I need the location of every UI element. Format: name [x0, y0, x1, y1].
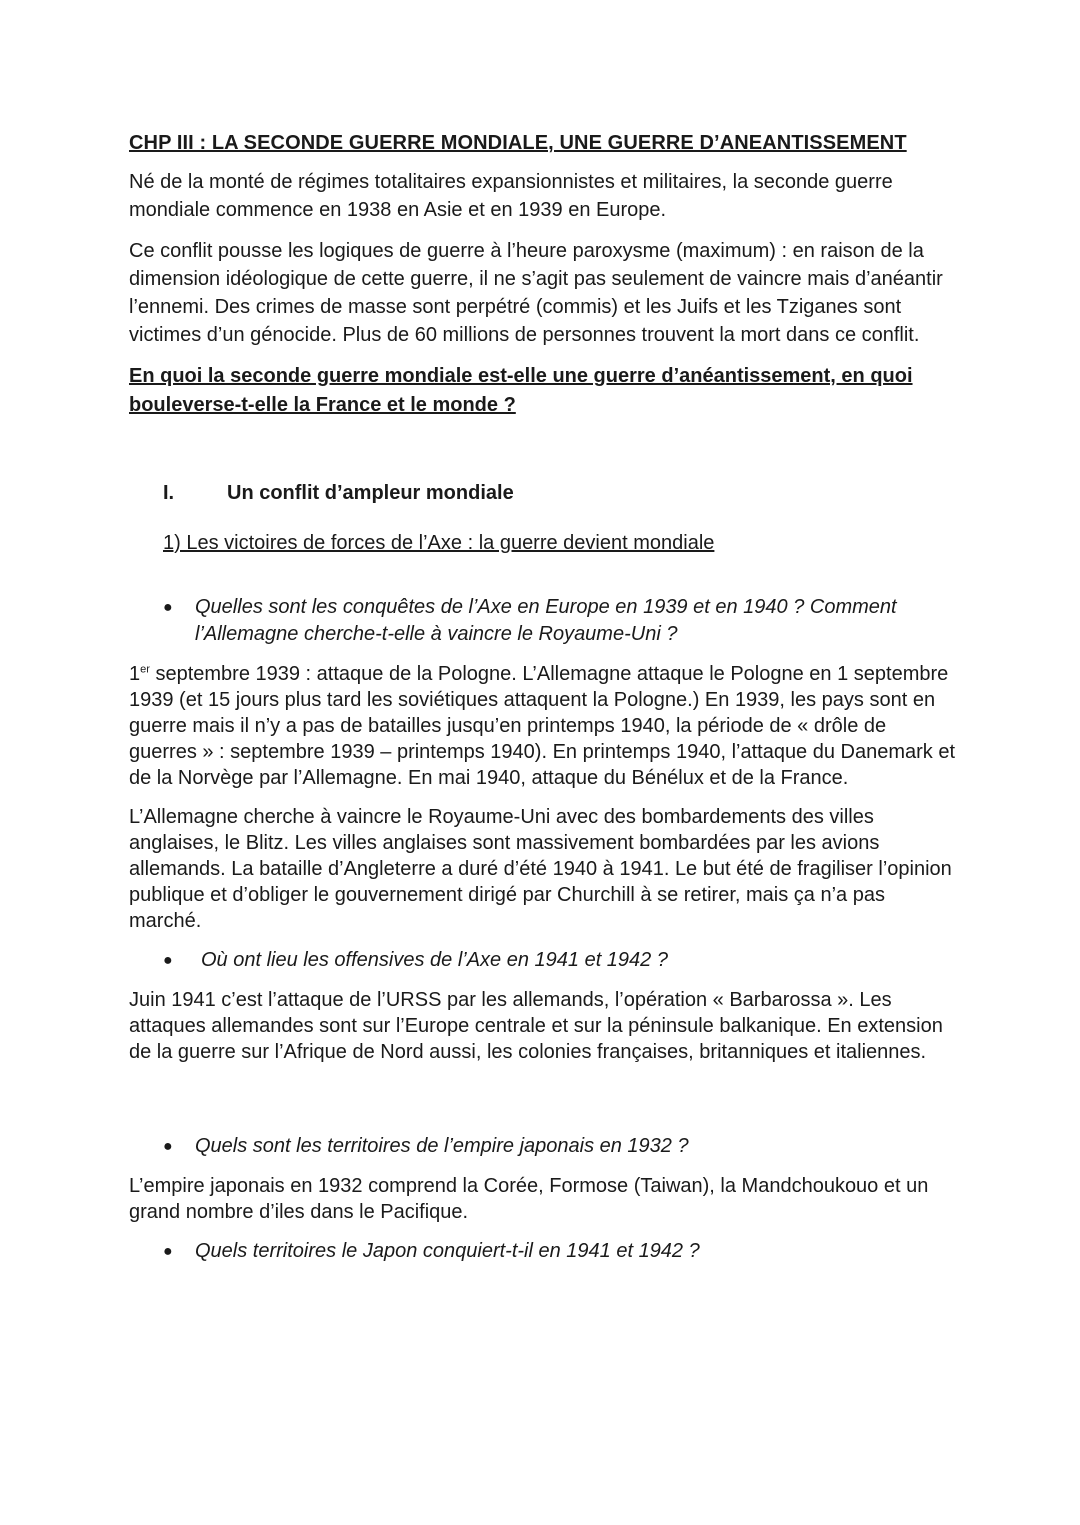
spacer: [129, 1078, 959, 1133]
chapter-title: CHP III : LA SECONDE GUERRE MONDIALE, UNE GUERRE D’ANEANTISSEMENT: [129, 132, 907, 154]
section-heading: [163, 479, 959, 507]
paragraph-barbarossa: Juin 1941 c’est l’attaque de l’URSS par les allemands, l’opération « Barbarossa ». Les attaques allemandes sont sur l’Europe centrale et sur la péninsule balkanique. En extension de la guerre sur l’Afrique de Nord aussi, les colonies françaises, britanniques et italiennes.: [129, 989, 943, 1063]
bullet-dot-icon: ●: [163, 1138, 173, 1155]
question-bullet: [163, 1133, 959, 1160]
section-title: Un conflit d’ampleur mondiale: [227, 482, 514, 504]
subsection-heading: 1) Les victoires de forces de l’Axe : la guerre devient mondiale: [163, 532, 715, 554]
date-superscript: er: [140, 663, 150, 676]
paragraph-blitz: L’Allemagne cherche à vaincre le Royaume-Uni avec des bombardements des villes anglaises, le Blitz. Les villes anglaises sont massivement bombardées par les avions allemands. La bataille d’Angleterre a duré d’été 1940 à 1941. Le but été de fragiliser l’opinion publique et d’obliger le gouvernement dirigé par Churchill à se retirer, mais ça n’a pas marché.: [129, 806, 952, 932]
paragraph-pologne: [129, 661, 959, 791]
bullet-dot-icon: ●: [163, 1243, 173, 1260]
paragraph-text: septembre 1939 : attaque de la Pologne. L’Allemagne attaque le Pologne en 1 septembre 1939 (et 15 jours plus tard les soviétiques attaquent la Pologne.) En 1939, les pays sont en guerre mais il n’y a pas de batailles jusqu’en printemps 1940, la période de « drôle de guerres » : septembre 1939 – printemps 1940). En printemps 1940, l’attaque du Danemark et de la Norvège par l’Allemagne. En mai 1940, attaque du Bénélux et de la France.: [129, 663, 956, 789]
paragraph-empire-japonais: L’empire japonais en 1932 comprend la Corée, Formose (Taiwan), la Mandchoukouo et un grand nombre d’iles dans le Pacifique.: [129, 1175, 929, 1223]
bullet-dot-icon: ●: [163, 599, 173, 616]
question-bullet: [163, 1238, 959, 1265]
question-text: Quels territoires le Japon conquiert-t-il en 1941 et 1942 ?: [195, 1240, 700, 1262]
question-bullet: [163, 947, 959, 974]
document-page: [129, 129, 959, 1278]
intro-paragraph-1: Né de la monté de régimes totalitaires expansionnistes et militaires, la seconde guerre mondiale commence en 1938 en Asie et en 1939 en Europe.: [129, 171, 893, 221]
question-text: Quelles sont les conquêtes de l’Axe en Europe en 1939 et en 1940 ? Comment l’Allemagne cherche-t-elle à vaincre le Royaume-Uni ?: [195, 596, 897, 645]
question-text: Quels sont les territoires de l’empire japonais en 1932 ?: [195, 1135, 689, 1157]
section-number: I.: [163, 482, 175, 504]
bullet-dot-icon: ●: [163, 952, 173, 969]
intro-paragraph-2: Ce conflit pousse les logiques de guerre à l’heure paroxysme (maximum) : en raison de la dimension idéologique de cette guerre, il ne s’agit pas seulement de vaincre mais d’anéantir l’ennemi. Des crimes de masse sont perpétré (commis) et les Juifs et les Tziganes sont victimes d’un génocide. Plus de 60 millions de personnes trouvent la mort dans ce conflit.: [129, 240, 943, 346]
main-question: En quoi la seconde guerre mondiale est-elle une guerre d’anéantissement, en quoi bouleverse-t-elle la France et le monde ?: [129, 365, 913, 416]
date-day: 1: [129, 663, 141, 685]
question-text: Où ont lieu les offensives de l’Axe en 1941 et 1942 ?: [201, 949, 668, 971]
question-bullet: [163, 594, 959, 648]
